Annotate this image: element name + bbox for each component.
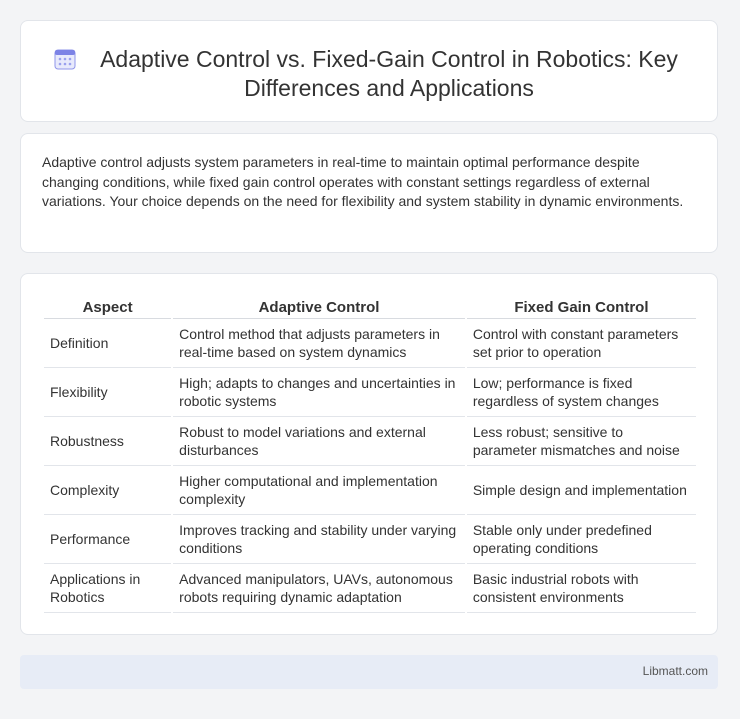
header-fixed-gain-control: Fixed Gain Control [467, 296, 696, 319]
footer-brand: Libmatt.com [642, 664, 708, 678]
table-row [44, 564, 696, 613]
table-cell-adaptive: Control method that adjusts parameters in real-time based on system dynamics [173, 319, 465, 368]
page-title-wrap [21, 45, 717, 103]
title-card [20, 20, 718, 122]
table-cell-adaptive: Advanced manipulators, UAVs, autonomous robots requiring dynamic adaptation [173, 564, 465, 613]
table-row [44, 417, 696, 466]
table-cell-aspect: Definition [44, 319, 171, 368]
table-cell-fixed: Low; performance is fixed regardless of system changes [467, 368, 696, 417]
summary-text: Adaptive control adjusts system parameters in real-time to maintain optimal performance despite changing conditions, while fixed gain control operates with constant settings regardless of external variations. Your choice depends on the need for flexibility and system stability in dynamic environments. [42, 154, 684, 209]
table-cell-adaptive: High; adapts to changes and uncertainties in robotic systems [173, 368, 465, 417]
table-row [44, 319, 696, 368]
table-header-row [44, 296, 696, 319]
table-cell-adaptive: Robust to model variations and external disturbances [173, 417, 465, 466]
summary-card [20, 133, 718, 253]
table-row [44, 466, 696, 515]
header-adaptive-control: Adaptive Control [173, 296, 465, 319]
table-cell-aspect: Flexibility [44, 368, 171, 417]
table-cell-adaptive: Higher computational and implementation complexity [173, 466, 465, 515]
table-cell-fixed: Control with constant parameters set prior to operation [467, 319, 696, 368]
table-cell-fixed: Basic industrial robots with consistent environments [467, 564, 696, 613]
table-cell-adaptive: Improves tracking and stability under varying conditions [173, 515, 465, 564]
comparison-table [42, 296, 698, 613]
table-cell-fixed: Stable only under predefined operating conditions [467, 515, 696, 564]
table-cell-aspect: Robustness [44, 417, 171, 466]
table-row [44, 515, 696, 564]
table-row [44, 368, 696, 417]
table-cell-aspect: Performance [44, 515, 171, 564]
table-cell-fixed: Simple design and implementation [467, 466, 696, 515]
header-aspect: Aspect [44, 296, 171, 319]
footer [20, 655, 718, 689]
table-cell-aspect: Applications in Robotics [44, 564, 171, 613]
table-cell-fixed: Less robust; sensitive to parameter mismatches and noise [467, 417, 696, 466]
table-cell-aspect: Complexity [44, 466, 171, 515]
comparison-card [20, 273, 718, 635]
page-title: Adaptive Control vs. Fixed-Gain Control in Robotics: Key Differences and Applications [100, 46, 678, 101]
